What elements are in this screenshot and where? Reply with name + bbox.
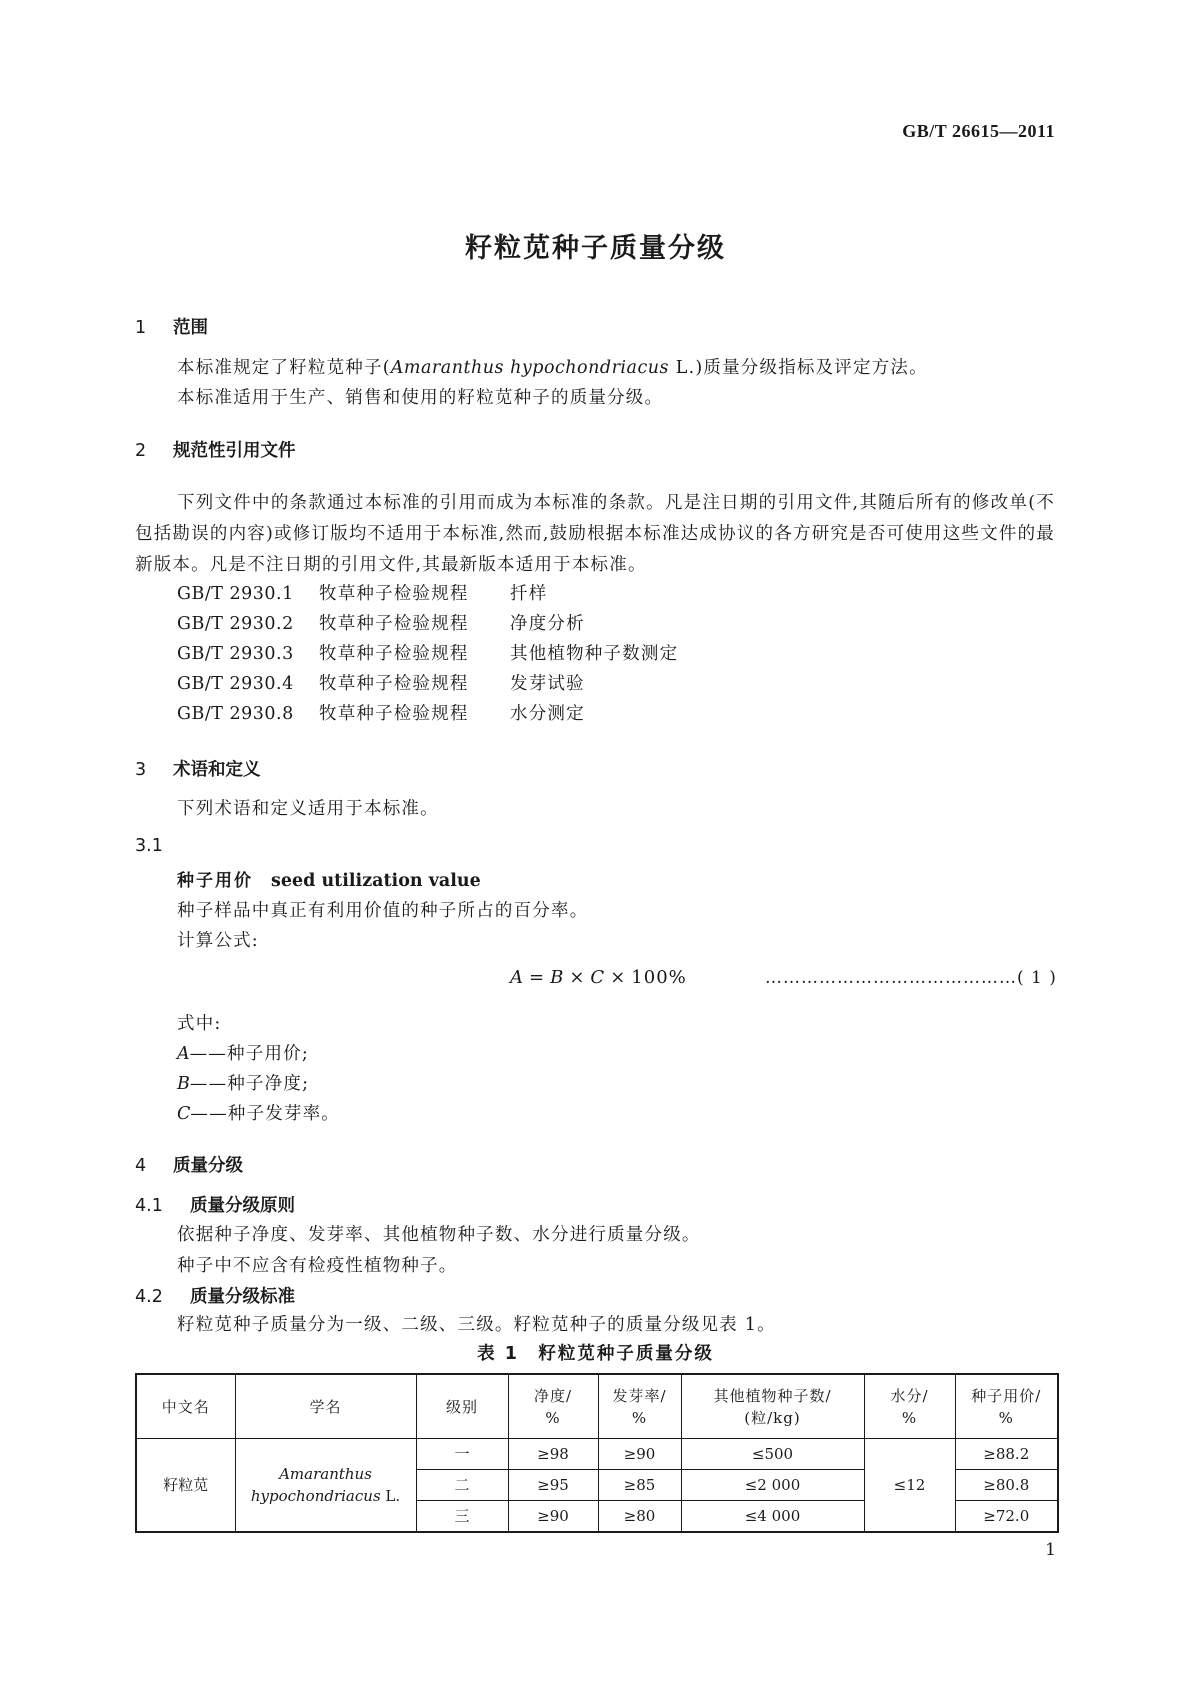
section-4-heading (135, 1152, 243, 1177)
scope-paragraph-2: 本标准适用于生产、销售和使用的籽粒苋种子的质量分级。 (177, 388, 664, 408)
grading-principle-1: 依据种子净度、发芽率、其他植物种子数、水分进行质量分级。 (177, 1225, 701, 1245)
term-english: seed utilization value (271, 871, 481, 891)
header-unit: % (901, 1408, 918, 1427)
species-name: Amaranthus hypochondriacus (390, 358, 670, 378)
cell-purity: ≥90 (508, 1501, 598, 1533)
document-title: 籽粒苋种子质量分级 (465, 233, 726, 264)
section-title: 规范性引用文件 (173, 441, 296, 461)
subsection-number (135, 836, 163, 856)
variable-symbol: C (177, 1104, 191, 1124)
reference-code: GB/T 2930.2 (177, 614, 294, 634)
cell-cn-name: 籽粒苋 (136, 1439, 235, 1533)
reference-item (177, 670, 585, 695)
page-number: 1 (1045, 1540, 1056, 1560)
reference-title: 牧草种子检验规程 (319, 584, 469, 604)
section-number: 1 (135, 318, 147, 338)
variable-definition (177, 1040, 309, 1065)
reference-title: 牧草种子检验规程 (319, 644, 469, 664)
cell-utilization-value: ≥72.0 (955, 1501, 1058, 1533)
cell-other-seeds: ≤2 000 (681, 1470, 864, 1501)
variable-definition (177, 1070, 309, 1095)
author: L. (385, 1487, 401, 1505)
header-unit: (粒/kg) (744, 1408, 801, 1427)
reference-item (177, 640, 678, 665)
section-number: 3 (135, 760, 147, 780)
section-title: 质量分级 (173, 1156, 243, 1176)
header-moisture (864, 1374, 955, 1439)
header-other-seeds (681, 1374, 864, 1439)
table-row (136, 1439, 1058, 1470)
standard-code: GB/T 26615—2011 (902, 121, 1055, 141)
formula-operator: = (529, 967, 546, 988)
header-label: 净度/ (533, 1386, 573, 1405)
reference-code: GB/T 2930.8 (177, 704, 294, 724)
header-cn-name: 中文名 (136, 1374, 235, 1439)
references-intro: 下列文件中的条款通过本标准的引用而成为本标准的条款。凡是注日期的引用文件,其随后所有的修改单(不包括勘误的内容)或修订版均不适用于本标准,然而,鼓励根据本标准达成协议的各方研究是否可使用这些文件的最新版本。凡是不注日期的引用文件,其最新版本适用于本标准。 (135, 493, 1055, 575)
section-number: 4 (135, 1156, 147, 1176)
section-1-heading (135, 314, 208, 339)
reference-part: 扦样 (510, 584, 548, 604)
reference-item (177, 580, 547, 605)
formula-operator: × (569, 967, 586, 988)
formula-label: 计算公式: (177, 931, 259, 951)
genus: Amaranthus (279, 1465, 372, 1483)
section-number: 2 (135, 441, 147, 461)
section-number: 4.2 (135, 1287, 163, 1307)
variable-description: 种子发芽率。 (227, 1104, 340, 1124)
reference-part: 其他植物种子数测定 (510, 644, 679, 664)
header-sci-name: 学名 (235, 1374, 416, 1439)
header-grade: 级别 (416, 1374, 508, 1439)
formula-number (765, 968, 1057, 988)
subsection-4-2-heading (135, 1283, 295, 1308)
formula-constant: 100% (631, 967, 687, 988)
cell-moisture: ≤12 (864, 1439, 955, 1533)
species: hypochondriacus (250, 1487, 381, 1505)
grading-standard-text: 籽粒苋种子质量分为一级、二级、三级。籽粒苋种子的质量分级见表 1。 (177, 1315, 776, 1335)
section-title: 范围 (173, 318, 208, 338)
variable-symbol: A (177, 1044, 190, 1064)
table-caption: 表 1 籽粒苋种子质量分级 (477, 1344, 714, 1364)
term-entry (177, 866, 481, 891)
formula-operator: × (610, 967, 627, 988)
reference-part: 发芽试验 (510, 674, 585, 694)
quality-grade-table (135, 1373, 1059, 1533)
section-title: 术语和定义 (173, 760, 261, 780)
section-2-heading (135, 437, 296, 462)
cell-grade: 一 (416, 1439, 508, 1470)
text: L.)质量分级指标及评定方法。 (669, 358, 928, 378)
reference-part: 净度分析 (510, 614, 585, 634)
terms-intro: 下列术语和定义适用于本标准。 (177, 799, 439, 819)
header-germination (598, 1374, 681, 1439)
dash: —— (189, 1044, 228, 1064)
cell-germination: ≥80 (598, 1501, 681, 1533)
table-header-row (136, 1374, 1058, 1439)
reference-code: GB/T 2930.1 (177, 584, 294, 604)
cell-grade: 三 (416, 1501, 508, 1533)
cell-utilization-value: ≥80.8 (955, 1470, 1058, 1501)
dash: —— (189, 1074, 228, 1094)
cell-germination: ≥90 (598, 1439, 681, 1470)
variable-definition (177, 1100, 340, 1125)
subsection-4-1-heading (135, 1192, 295, 1217)
cell-purity: ≥98 (508, 1439, 598, 1470)
header-purity (508, 1374, 598, 1439)
reference-item (177, 610, 585, 635)
equation-number: ( 1 ) (1017, 968, 1057, 988)
section-title: 质量分级原则 (190, 1196, 295, 1216)
formula-symbol: B (550, 967, 565, 988)
reference-title: 牧草种子检验规程 (319, 704, 469, 724)
where-label: 式中: (177, 1014, 222, 1034)
header-label: 种子用价/ (971, 1386, 1042, 1405)
text: 本标准规定了籽粒苋种子( (177, 358, 391, 378)
cell-sci-name (235, 1439, 416, 1533)
grading-principle-2: 种子中不应含有检疫性植物种子。 (177, 1256, 458, 1276)
header-unit: % (545, 1408, 561, 1427)
formula (510, 967, 687, 988)
header-unit: % (631, 1408, 648, 1427)
section-number: 3.1 (135, 836, 163, 856)
section-3-heading (135, 756, 261, 781)
cell-other-seeds: ≤500 (681, 1439, 864, 1470)
reference-code: GB/T 2930.4 (177, 674, 294, 694)
cell-purity: ≥95 (508, 1470, 598, 1501)
dash: —— (190, 1104, 228, 1124)
cell-utilization-value: ≥88.2 (955, 1439, 1058, 1470)
header-label: 发芽率/ (612, 1386, 667, 1405)
formula-symbol: C (590, 967, 606, 988)
reference-title: 牧草种子检验规程 (319, 674, 469, 694)
cell-germination: ≥85 (598, 1470, 681, 1501)
formula-symbol: A (510, 967, 524, 988)
term-chinese: 种子用价 (177, 871, 253, 891)
header-label: 其他植物种子数/ (713, 1386, 832, 1405)
section-title: 质量分级标准 (190, 1287, 295, 1307)
header-unit: % (998, 1408, 1014, 1427)
reference-code: GB/T 2930.3 (177, 644, 294, 664)
section-number: 4.1 (135, 1196, 163, 1216)
header-label: 水分/ (890, 1386, 929, 1405)
cell-grade: 二 (416, 1470, 508, 1501)
header-utilization-value (955, 1374, 1058, 1439)
variable-description: 种子用价; (227, 1044, 309, 1064)
term-definition: 种子样品中真正有利用价值的种子所占的百分率。 (177, 901, 589, 921)
variable-description: 种子净度; (227, 1074, 310, 1094)
leader-dots: …………………………………… (765, 968, 1017, 988)
scope-paragraph-1 (177, 354, 928, 379)
reference-part: 水分测定 (510, 704, 585, 724)
reference-title: 牧草种子检验规程 (319, 614, 469, 634)
cell-other-seeds: ≤4 000 (681, 1501, 864, 1533)
reference-item (177, 700, 585, 725)
variable-symbol: B (177, 1074, 190, 1094)
